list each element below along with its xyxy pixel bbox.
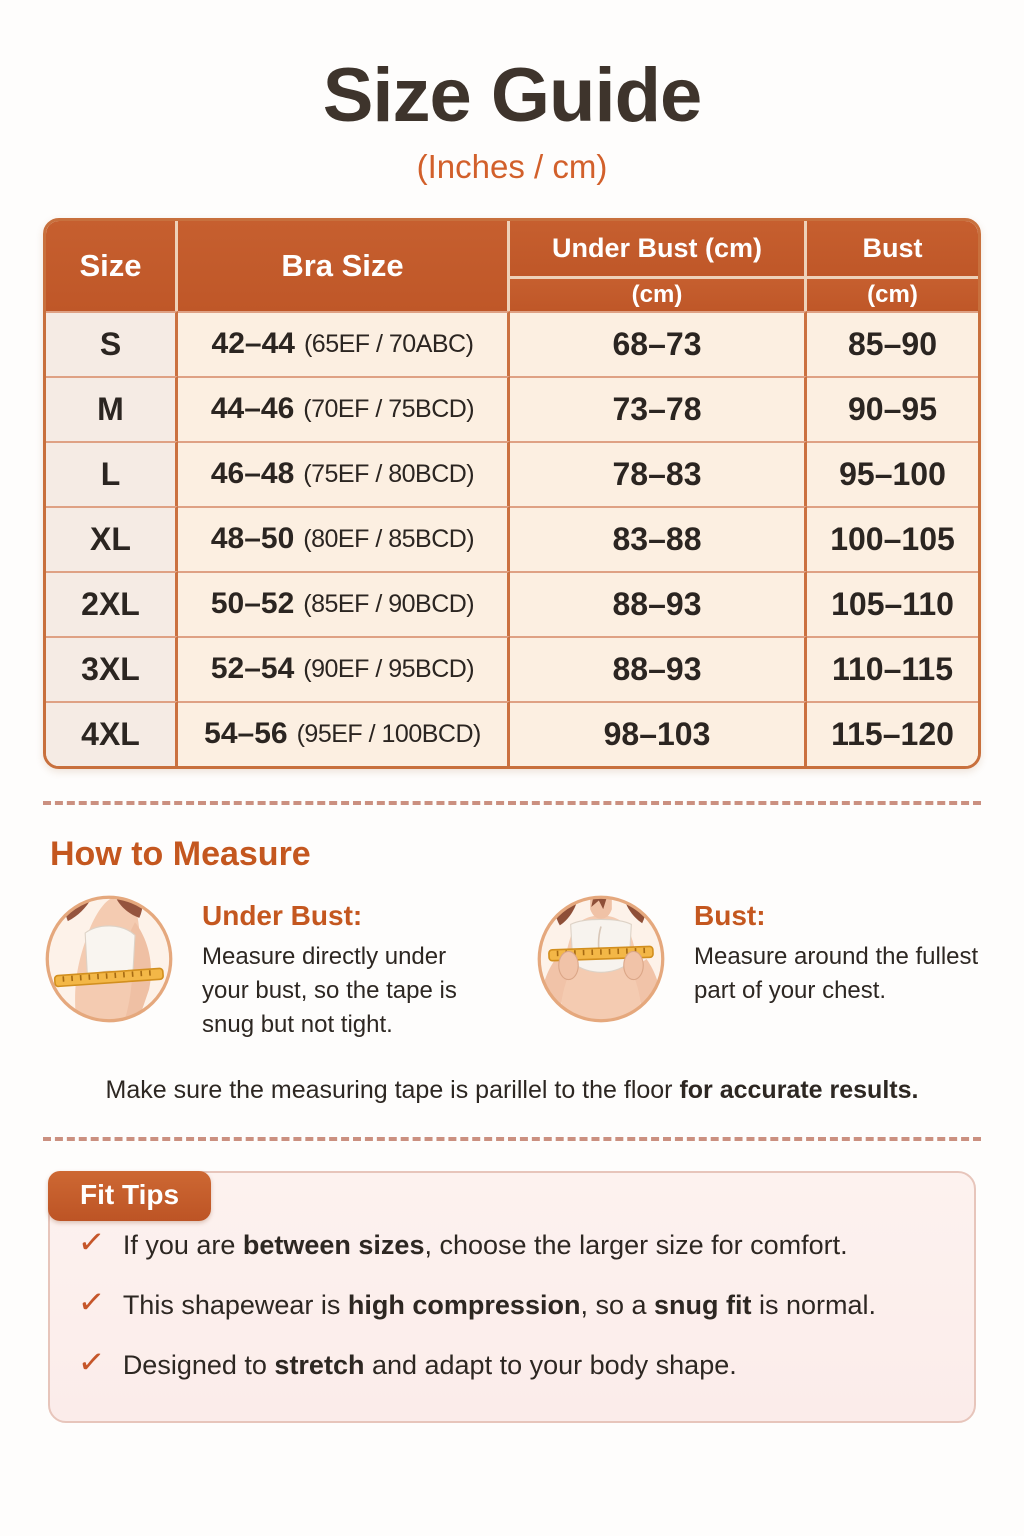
table-cell-size: XL (46, 506, 178, 571)
table-cell-bust: 105–110 (807, 571, 978, 636)
table-cell-bra-size (178, 441, 510, 506)
col-header-bra-size: Bra Size (178, 221, 510, 311)
table-cell-under-bust: 88–93 (510, 636, 807, 701)
col-subheader-bust-cm: (cm) (807, 276, 978, 311)
table-cell-bra-size (178, 506, 510, 571)
table-cell-bust: 110–115 (807, 636, 978, 701)
check-icon: ✓ (76, 1342, 107, 1382)
under-bust-text: Measure directly under your bust, so the tape is snug but not tight. (202, 942, 457, 1038)
table-cell-under-bust: 83–88 (510, 506, 807, 571)
under-bust-card (44, 894, 536, 1042)
table-cell-size: 4XL (46, 701, 178, 766)
under-bust-illustration (44, 894, 174, 1024)
bust-card (536, 894, 980, 1042)
bra-detail: (70EF / 75BCD) (303, 394, 475, 423)
tip-item (76, 1282, 944, 1323)
table-cell-size: S (46, 311, 178, 376)
col-subheader-under-bust-cm: (cm) (510, 276, 807, 311)
table-cell-under-bust: 68–73 (510, 311, 807, 376)
table-cell-size: 3XL (46, 636, 178, 701)
table-cell-bust: 90–95 (807, 376, 978, 441)
bra-range: 42–44 (211, 327, 295, 361)
measure-cards (0, 894, 1024, 1042)
check-icon: ✓ (76, 1282, 107, 1322)
table-cell-bust: 115–120 (807, 701, 978, 766)
bra-detail: (80EF / 85BCD) (303, 524, 475, 553)
table-cell-bra-size (178, 701, 510, 766)
size-table (43, 218, 981, 769)
measure-note: Make sure the measuring tape is parillel to the floor for accurate results. (105, 1076, 919, 1105)
tip-item (76, 1342, 944, 1383)
under-bust-texts (202, 894, 477, 1042)
bust-texts (694, 894, 980, 1042)
dashed-divider-top (43, 801, 981, 805)
col-header-under-bust: Under Bust (cm) (510, 221, 807, 276)
fit-tips-section (48, 1171, 976, 1423)
table-cell-under-bust: 78–83 (510, 441, 807, 506)
table-cell-under-bust: 88–93 (510, 571, 807, 636)
table-cell-under-bust: 98–103 (510, 701, 807, 766)
bra-detail: (85EF / 90BCD) (303, 589, 475, 618)
bra-range: 50–52 (210, 587, 295, 621)
col-header-size: Size (46, 221, 178, 311)
table-cell-size: M (46, 376, 178, 441)
table-cell-bra-size (178, 636, 510, 701)
page-subtitle: (Inches / cm) (416, 147, 608, 185)
bra-range: 48–50 (210, 522, 295, 556)
table-cell-bust: 85–90 (807, 311, 978, 376)
table-cell-size: L (46, 441, 178, 506)
bra-detail: (75EF / 80BCD) (303, 459, 475, 488)
tip-text: Designed to stretch and adapt to your body shape. (122, 1350, 737, 1381)
bra-range: 46–48 (210, 457, 295, 491)
table-cell-bust: 100–105 (807, 506, 978, 571)
header (0, 0, 1024, 186)
bra-range: 52–54 (210, 652, 295, 686)
bra-range: 54–56 (204, 717, 288, 751)
table-cell-bra-size (178, 571, 510, 636)
bust-title: Bust: (694, 899, 766, 931)
how-to-measure-heading: How to Measure (50, 834, 311, 873)
bra-detail: (95EF / 100BCD) (296, 719, 481, 748)
table-cell-bra-size (178, 376, 510, 441)
fit-tips-badge: Fit Tips (48, 1171, 211, 1221)
col-header-bust: Bust (807, 221, 978, 276)
bra-detail: (65EF / 70ABC) (303, 329, 474, 358)
bra-range: 44–46 (210, 392, 295, 426)
tip-text: This shapewear is high compression, so a snug fit is normal. (122, 1290, 877, 1321)
dashed-divider-bottom (43, 1137, 981, 1141)
table-cell-bra-size (178, 311, 510, 376)
table-cell-bust: 95–100 (807, 441, 978, 506)
tip-item (76, 1222, 944, 1263)
under-bust-title: Under Bust: (202, 899, 363, 931)
table-cell-size: 2XL (46, 571, 178, 636)
bra-detail: (90EF / 95BCD) (303, 654, 475, 683)
bust-illustration (536, 894, 666, 1024)
tip-text: If you are between sizes, choose the larger size for comfort. (122, 1230, 848, 1261)
page-title: Size Guide (322, 53, 702, 138)
check-icon: ✓ (76, 1222, 107, 1262)
bust-text: Measure around the fullest part of your chest. (694, 942, 979, 1004)
table-cell-under-bust: 73–78 (510, 376, 807, 441)
